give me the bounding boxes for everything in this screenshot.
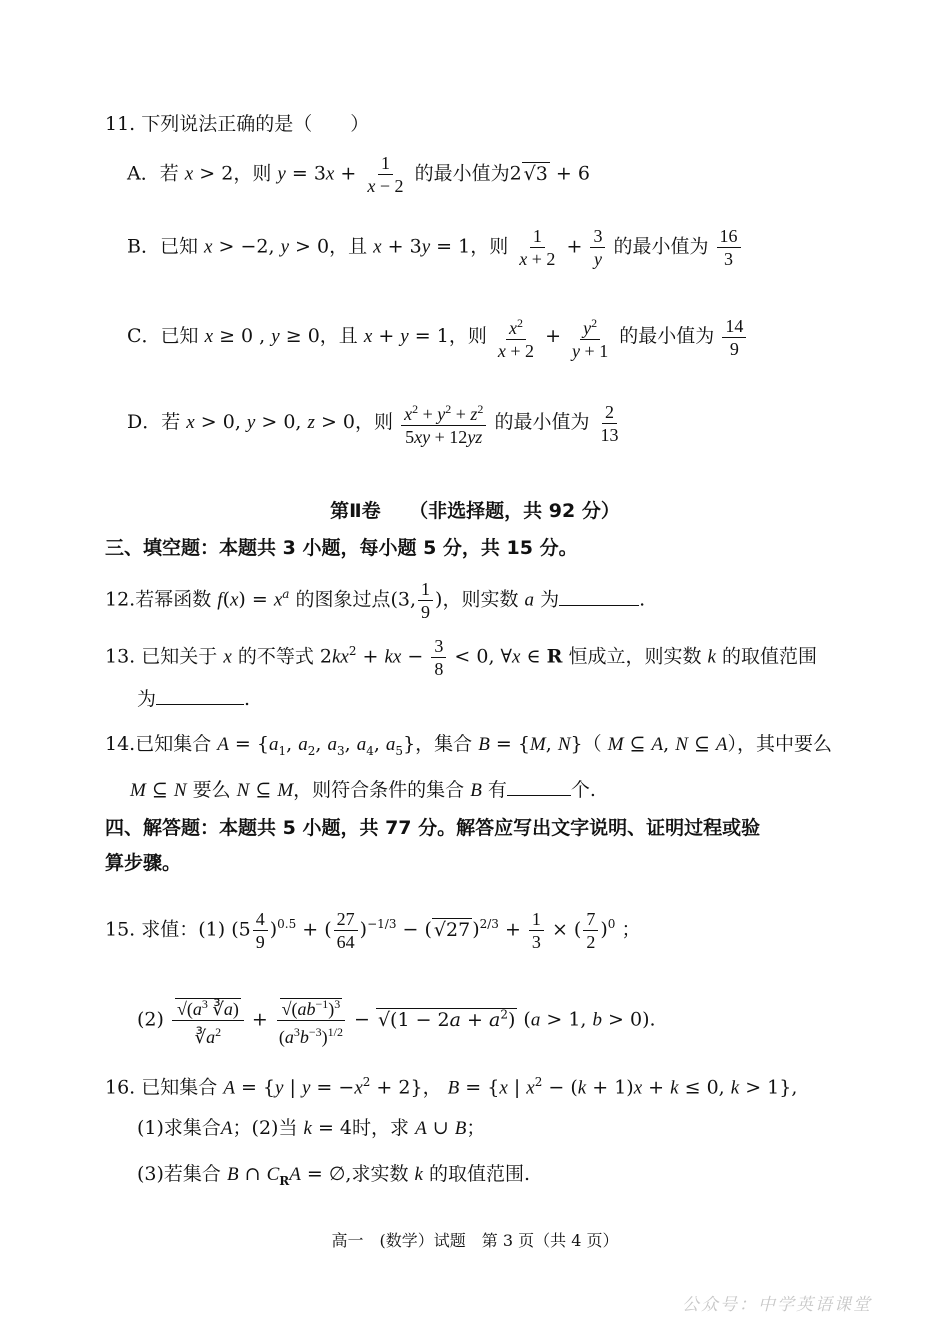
watermark: 公众号：中学英语课堂 <box>682 1295 872 1315</box>
question-14-continued: M ⊆ N 要么 N ⊆ M，则符合条件的集合 B 有 个. <box>130 779 596 801</box>
part-four-heading-continued: 算步骤。 <box>105 852 182 874</box>
page-footer: 高一 (数学）试题 第 3 页（共 4 页） <box>331 1231 619 1250</box>
question-14: 14.已知集合 $A = \{a_1$, $a_2$, $a_3$, $a_4$, $a_5$}，集合 B = {M, N}（ M ⊆ A, N ⊆ A），其中要么 <box>105 733 833 758</box>
question-11-stem: 11. 下列说法正确的是（ ） <box>105 113 370 135</box>
question-15-part-2: (2) $\frac{√(a^3 ∛a)}{∛a^2}$ + $\frac{√(ab^{-1})^3}{(a^3b^{-3})^{1/2}}$ − $√(1 - 2a + a^2)$ (a > 1, b > 0). <box>137 993 656 1048</box>
question-12: 12.若幂函数 $f(x) = x^a$ 的图象过点(3, $\frac{1}{9}$ )，则实数 a 为 . <box>105 579 646 622</box>
q11-option-b: B．已知 x > −2, y > 0，且 x + 3y = 1，则 $\frac{1}{x + 2}$ + $\frac{3}{y}$ 的最小值为 $\frac{16}{3}$ <box>127 225 743 270</box>
question-15-part-1: 15. 求值：(1) (5 $\frac{4}{9}$ )$^{0.5}$ + ( $\frac{27}{64}$ )$^{-1/3}$ − ( √27 )$^{2/3}$ + $\frac{1}{3}$ × ( $\frac{7}{2}$ )$^0$ ； <box>105 909 641 952</box>
question-16-sub-1: (1)求集合A；(2)当 k = 4时，求 A ∪ B； <box>137 1117 486 1139</box>
answer-blank[interactable] <box>156 686 244 705</box>
q11-option-a: A．若 x > 2，则 y = 3x + $\frac{1}{x - 2}$ 的最小值为2 √3 + 6 <box>127 153 590 196</box>
q11-option-d: D．若 x > 0, y > 0, z > 0，则 $\frac{x^2 + y^2 + z^2}{5xy + 12yz}$ 的最小值为 $\frac{2}{13}$ <box>127 398 624 448</box>
question-13-continued: 为 . <box>137 688 251 710</box>
q11-option-c: C．已知 x ≥ 0 , y ≥ 0，且 x + y = 1，则 $\frac{x^2}{x + 2}$ + $\frac{y^2}{y + 1}$ 的最小值为 $\frac{14}{9}$ <box>127 312 748 362</box>
question-13: 13. 已知关于 x 的不等式 $2kx^2$ + kx − $\frac{3}{8}$ < 0, ∀x ∈ R 恒成立，则实数 k 的取值范围 <box>105 636 817 679</box>
answer-blank[interactable] <box>507 777 571 796</box>
question-16-sub-2: (3)若集合 B ∩ $C_RA$ = ∅,求实数 k 的取值范围. <box>137 1163 531 1188</box>
section-title: 第Ⅱ卷 （非选择题，共 92 分） <box>330 500 620 522</box>
part-three-heading: 三、填空题：本题共 3 小题，每小题 5 分，共 15 分。 <box>105 537 578 559</box>
answer-blank[interactable] <box>559 587 639 606</box>
question-16: 16. 已知集合 A = {y | $y = -x^2 + 2$}， B = {x | $x^2 - (k + 1)x + k \le 0$, k > 1}, <box>105 1075 798 1099</box>
part-four-heading: 四、解答题：本题共 5 小题，共 77 分。解答应写出文字说明、证明过程或验 <box>105 817 761 839</box>
